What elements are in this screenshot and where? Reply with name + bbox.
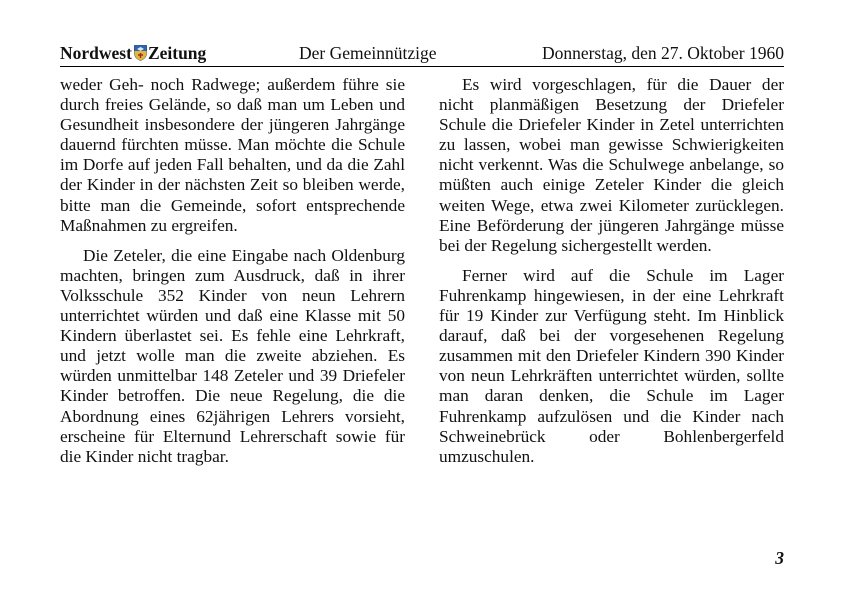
- paragraph: Die Zeteler, die eine Eingabe nach Oldenburg machten, bringen zum Ausdruck, daß in ihrer Volksschule 352 Kinder von neun Lehrern unterrichtet würden und daß eine Klasse mit 50 Kindern überlastet sei. Es fehle eine Lehrkraft, und jetzt wolle man die zweite abziehen. Es würden unmittelbar 148 Zeteler und 39 Driefeler Kinder betroffen. Die neue Regelung, die die Abordnung eines 62jährigen Lehrers vorsieht, erscheine für Elternund Lehrerschaft sowie für die Kinder nicht tragbar.: [60, 245, 405, 466]
- page-header: [60, 40, 784, 66]
- newspaper-masthead: [60, 40, 206, 66]
- text-column-left: [60, 75, 405, 477]
- masthead-name-part-1: Nordwest: [60, 43, 132, 63]
- paragraph: Ferner wird auf die Schule im Lager Fuhrenkamp hingewiesen, in der eine Lehrkraft für 19 Kinder zur Verfügung steht. Im Hinblick darauf, daß bei der vorgesehenen Regelung zusammen mit den Driefeler Kindern 390 Kinder von neun Lehrkräften unterrichtet würden, sollte man daran denken, die Schule im Lager Fuhrenkamp aufzulösen und die Kinder nach Schweinebrück oder Bohlenbergerfeld umzuschulen.: [439, 265, 784, 466]
- paragraph: weder Geh- noch Radwege; außerdem führe sie durch freies Gelände, so daß man um Leben und Gesundheit insbesondere der jüngeren Jahrgänge dauernd fürchten müsse. Man möchte die Schule im Dorfe auf jeden Fall behalten, und da die Zahl der Kinder in der nächsten Zeit so bleiben werde, bitte man die Gemeinde, sofort entsprechende Maßnahmen zu ergreifen.: [60, 75, 405, 235]
- issue-date: Donnerstag, den 27. Oktober 1960: [541, 43, 784, 63]
- header-rule: [60, 66, 784, 67]
- section-title: Der Gemeinnützige: [299, 43, 437, 63]
- text-column-right: [439, 75, 784, 477]
- coat-of-arms-icon: [134, 45, 147, 61]
- paragraph: Es wird vorgeschlagen, für die Dauer der nicht planmäßigen Besetzung der Driefeler Schule die Driefeler Kinder in Zetel unterrichten zu lassen, wobei man gewisse Schwierigkeiten nicht verkennt. Was die Schulwege anbelange, so müßten auch einige Zeteler Kinder die gleich weiten Wege, etwa zwei Kilometer zurücklegen. Eine Beförderung der jüngeren Jahrgänge müsse bei der Regelung sichergestellt werden.: [439, 75, 784, 255]
- masthead-name-part-2: Zeitung: [147, 43, 207, 63]
- page-number: 3: [775, 548, 784, 568]
